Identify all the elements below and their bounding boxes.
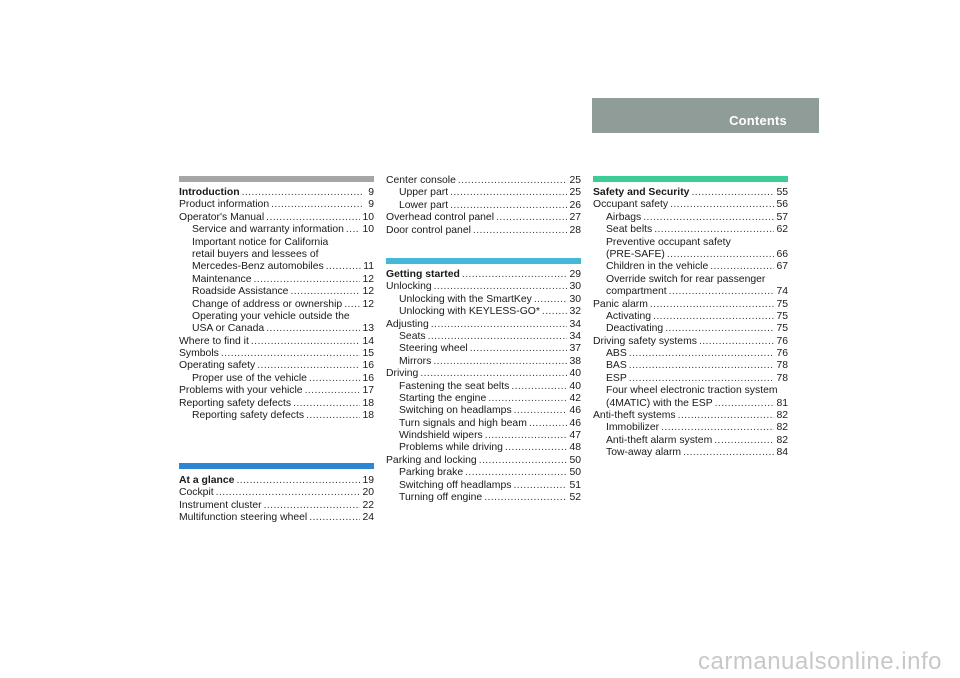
toc-page-number: 84 — [776, 447, 788, 459]
toc-dot-leader — [513, 480, 567, 492]
toc-page-number: 25 — [569, 175, 581, 186]
toc-entry-title: Getting started — [386, 269, 460, 280]
toc-entry[interactable] — [593, 447, 788, 459]
toc-entry-title: Windshield wipers — [399, 430, 483, 442]
toc-page-number: 30 — [569, 281, 581, 293]
toc-dot-leader — [667, 249, 775, 261]
toc-entry[interactable] — [179, 360, 374, 372]
toc-dot-leader — [650, 299, 775, 311]
toc-entry-title: Symbols — [179, 348, 219, 360]
toc-entry[interactable] — [179, 274, 374, 286]
toc-entry[interactable] — [386, 200, 581, 212]
toc-page-number: 20 — [362, 487, 374, 499]
toc-entry[interactable] — [386, 430, 581, 442]
toc-dot-leader — [257, 360, 360, 372]
toc-dot-leader — [309, 373, 360, 385]
toc-section-heading[interactable] — [386, 269, 581, 281]
toc-entry-title: Turning off engine — [399, 492, 483, 504]
toc-dot-leader — [450, 200, 567, 212]
toc-entry-title: BAS — [606, 360, 627, 372]
toc-dot-leader — [653, 311, 774, 323]
toc-entry-title: Children in the vehicle — [606, 261, 709, 273]
toc-entry[interactable] — [179, 512, 374, 524]
toc-entry-title: Overhead control panel — [386, 212, 495, 224]
toc-dot-leader — [710, 261, 774, 273]
toc-entry[interactable] — [593, 373, 788, 385]
toc-page-number: 82 — [776, 422, 788, 434]
toc-entry[interactable] — [593, 261, 788, 273]
toc-page-number: 34 — [569, 318, 581, 330]
toc-entry[interactable] — [593, 286, 788, 298]
toc-page-number: 55 — [776, 187, 788, 198]
toc-entry-title: Important notice for California — [192, 236, 329, 248]
toc-entry[interactable] — [386, 281, 581, 293]
toc-dot-leader — [470, 343, 568, 355]
toc-page-number: 34 — [569, 330, 581, 342]
toc-dot-leader — [629, 360, 775, 372]
toc-entry[interactable] — [593, 435, 788, 447]
toc-entry[interactable] — [386, 356, 581, 368]
toc-page-number: 24 — [362, 512, 374, 524]
toc-entry[interactable] — [593, 348, 788, 360]
toc-page-number: 78 — [776, 372, 788, 384]
toc-dot-leader — [654, 224, 774, 236]
toc-entry-title: Product information — [179, 199, 270, 211]
toc-introduction — [179, 187, 374, 422]
toc-entry[interactable] — [386, 381, 581, 393]
toc-page-number: 75 — [776, 323, 788, 335]
toc-page-number: 32 — [569, 306, 581, 318]
toc-entry[interactable] — [179, 373, 374, 385]
toc-entry-title: Activating — [606, 310, 652, 322]
toc-entry[interactable] — [179, 487, 374, 499]
toc-entry-title: Driving — [386, 368, 419, 380]
toc-entry-title: Operating your vehicle outside the — [192, 310, 350, 322]
toc-dot-leader — [306, 410, 360, 422]
toc-entry[interactable] — [179, 336, 374, 348]
toc-page-number: 22 — [362, 499, 374, 511]
toc-entry-title: Four wheel electronic traction system — [606, 385, 778, 397]
contents-header — [592, 98, 819, 133]
toc-dot-leader — [534, 294, 568, 306]
toc-entry-title: Parking and locking — [386, 454, 477, 466]
toc-page-number: 14 — [362, 335, 374, 347]
toc-page-number: 28 — [569, 224, 581, 236]
toc-dot-leader — [629, 373, 775, 385]
toc-entry-title: retail buyers and lessees of — [192, 248, 319, 260]
toc-entry-title: Multifunction steering wheel — [179, 512, 308, 524]
toc-page-number: 37 — [569, 343, 581, 355]
toc-entry — [179, 311, 374, 323]
toc-dot-leader — [643, 212, 774, 224]
toc-dot-leader — [266, 323, 360, 335]
toc-entry[interactable] — [593, 410, 788, 422]
toc-dot-leader — [420, 368, 567, 380]
toc-entry[interactable] — [179, 348, 374, 360]
toc-entry[interactable] — [386, 331, 581, 343]
toc-dot-leader — [433, 356, 567, 368]
toc-entry-title: Seat belts — [606, 224, 653, 236]
toc-dot-leader — [661, 422, 774, 434]
toc-entry[interactable] — [386, 418, 581, 430]
toc-dot-leader — [326, 261, 362, 273]
toc-dot-leader — [678, 410, 775, 422]
toc-entry[interactable] — [386, 480, 581, 492]
toc-entry[interactable] — [386, 319, 581, 331]
toc-page-number: 29 — [569, 269, 581, 280]
toc-entry-title: Door control panel — [386, 224, 471, 236]
toc-section-heading[interactable] — [179, 475, 374, 487]
toc-dot-leader — [714, 435, 774, 447]
toc-entry[interactable] — [593, 224, 788, 236]
toc-entry-title: Driving safety systems — [593, 335, 697, 347]
toc-dot-leader — [465, 467, 567, 479]
toc-entry[interactable] — [593, 311, 788, 323]
toc-entry-title: Maintenance — [192, 273, 252, 285]
toc-entry[interactable] — [386, 343, 581, 355]
toc-dot-leader — [305, 385, 361, 397]
toc-entry-title: Starting the engine — [399, 392, 487, 404]
toc-entry-title: Reporting safety defects — [179, 397, 292, 409]
toc-entry-title: Fastening the seat belts — [399, 380, 510, 392]
toc-page-number: 16 — [362, 360, 374, 372]
toc-entry-title: Problems with your vehicle — [179, 385, 303, 397]
toc-page-number: 10 — [362, 211, 374, 223]
toc-dot-leader — [462, 269, 568, 281]
toc-entry[interactable] — [386, 368, 581, 380]
toc-dot-leader — [473, 225, 568, 237]
toc-page-number: 12 — [362, 298, 374, 310]
toc-entry-title: Anti-theft alarm system — [606, 434, 713, 446]
toc-entry[interactable] — [179, 410, 374, 422]
toc-entry[interactable] — [179, 212, 374, 224]
toc-page-number: 82 — [776, 410, 788, 422]
getting-started-bar — [386, 258, 581, 264]
toc-page-number: 46 — [569, 417, 581, 429]
toc-dot-leader — [431, 319, 568, 331]
toc-entry-title: Reporting safety defects — [192, 410, 305, 422]
toc-entry-title: Change of address or ownership — [192, 298, 343, 310]
toc-entry[interactable] — [386, 294, 581, 306]
toc-entry-title: Switching off headlamps — [399, 479, 512, 491]
toc-dot-leader — [479, 455, 568, 467]
toc-section-heading[interactable] — [593, 187, 788, 199]
toc-entry-title: Tow-away alarm — [606, 447, 682, 459]
toc-entry-title: Roadside Assistance — [192, 286, 289, 298]
toc-dot-leader — [484, 492, 567, 504]
toc-entry-title: Unlocking — [386, 281, 432, 293]
toc-dot-leader — [665, 323, 774, 335]
toc-dot-leader — [505, 442, 567, 454]
toc-entry-title: (PRE-SAFE) — [606, 248, 665, 260]
toc-entry-title: Unlocking with the SmartKey — [399, 293, 532, 305]
toc-entry[interactable] — [593, 212, 788, 224]
toc-entry[interactable] — [386, 212, 581, 224]
toc-dot-leader — [669, 286, 775, 298]
toc-entry[interactable] — [179, 261, 374, 273]
toc-dot-leader — [428, 331, 568, 343]
toc-dot-leader — [434, 281, 568, 293]
toc-entry-title: Adjusting — [386, 318, 429, 330]
toc-page-number: 66 — [776, 248, 788, 260]
toc-dot-leader — [290, 286, 360, 298]
toc-page-number: 50 — [569, 454, 581, 466]
toc-page-number: 13 — [362, 323, 374, 335]
toc-dot-leader — [251, 336, 361, 348]
toc-page-number: 27 — [569, 212, 581, 224]
toc-dot-leader — [629, 348, 775, 360]
toc-page-number: 18 — [362, 397, 374, 409]
toc-page-number: 30 — [569, 293, 581, 305]
toc-dot-leader — [450, 187, 567, 199]
toc-page-number: 9 — [368, 199, 374, 211]
toc-entry[interactable] — [179, 224, 374, 236]
toc-entry-title: Service and warranty information — [192, 224, 344, 236]
toc-section-heading[interactable] — [179, 187, 374, 199]
toc-entry-title: Instrument cluster — [179, 499, 262, 511]
toc-entry[interactable] — [386, 393, 581, 405]
toc-page-number: 17 — [362, 385, 374, 397]
toc-entry[interactable] — [179, 323, 374, 335]
toc-page-number: 82 — [776, 434, 788, 446]
toc-entry[interactable] — [386, 442, 581, 454]
toc-entry[interactable] — [386, 467, 581, 479]
toc-page-number: 9 — [368, 187, 374, 198]
toc-entry-title: Immobilizer — [606, 422, 660, 434]
toc-entry[interactable] — [593, 299, 788, 311]
toc-page-number: 40 — [569, 368, 581, 380]
toc-entry[interactable] — [386, 175, 581, 187]
toc-entry-title: Cockpit — [179, 487, 214, 499]
toc-getting-started — [386, 269, 581, 504]
safety-bar — [593, 176, 788, 182]
toc-entry[interactable] — [593, 360, 788, 372]
toc-entry-title: Unlocking with KEYLESS-GO* — [399, 306, 540, 318]
toc-continuation — [386, 175, 581, 237]
toc-entry — [593, 274, 788, 286]
toc-entry[interactable] — [386, 187, 581, 199]
toc-entry-title: Override switch for rear passenger — [606, 273, 766, 285]
toc-entry[interactable] — [179, 299, 374, 311]
toc-entry-title: ABS — [606, 348, 627, 360]
toc-dot-leader — [691, 187, 774, 199]
toc-page-number: 56 — [776, 199, 788, 211]
toc-entry[interactable] — [593, 422, 788, 434]
toc-entry-title: Lower part — [399, 199, 449, 211]
toc-page-number: 52 — [569, 492, 581, 504]
toc-page-number: 76 — [776, 348, 788, 360]
toc-dot-leader — [266, 212, 360, 224]
toc-entry[interactable] — [593, 249, 788, 261]
toc-entry[interactable] — [386, 225, 581, 237]
toc-entry — [593, 385, 788, 397]
toc-page-number: 47 — [569, 430, 581, 442]
toc-dot-leader — [514, 405, 568, 417]
toc-entry-title: Airbags — [606, 211, 642, 223]
toc-page-number: 25 — [569, 187, 581, 199]
toc-dot-leader — [715, 398, 775, 410]
toc-entry-title: Deactivating — [606, 323, 664, 335]
toc-dot-leader — [542, 306, 568, 318]
toc-entry-title: At a glance — [179, 475, 235, 486]
toc-entry[interactable] — [179, 500, 374, 512]
toc-entry-title: Proper use of the vehicle — [192, 372, 307, 384]
toc-page-number: 15 — [362, 348, 374, 360]
toc-page-number: 42 — [569, 392, 581, 404]
toc-entry-title: (4MATIC) with the ESP — [606, 397, 713, 409]
toc-page-number: 48 — [569, 442, 581, 454]
toc-dot-leader — [242, 187, 362, 199]
toc-page-number: 81 — [776, 397, 788, 409]
toc-entry[interactable] — [179, 286, 374, 298]
toc-dot-leader — [496, 212, 567, 224]
toc-page-number: 57 — [776, 211, 788, 223]
toc-entry-title: Problems while driving — [399, 442, 503, 454]
toc-entry[interactable] — [593, 199, 788, 211]
toc-page-number: 46 — [569, 405, 581, 417]
toc-dot-leader — [254, 274, 361, 286]
toc-entry-title: Occupant safety — [593, 199, 669, 211]
toc-at-a-glance — [179, 475, 374, 525]
toc-entry-title: Operating safety — [179, 360, 256, 372]
contents-title: Contents — [729, 113, 787, 128]
toc-page-number: 40 — [569, 380, 581, 392]
toc-dot-leader — [271, 199, 362, 211]
toc-dot-leader — [699, 336, 775, 348]
toc-entry[interactable] — [386, 405, 581, 417]
toc-entry-title: Preventive occupant safety — [606, 236, 731, 248]
toc-entry-title: Introduction — [179, 187, 240, 198]
toc-entry — [179, 249, 374, 261]
toc-entry-title: Mirrors — [399, 355, 432, 367]
toc-page-number: 51 — [569, 479, 581, 491]
toc-entry-title: USA or Canada — [192, 323, 265, 335]
toc-page-number: 38 — [569, 355, 581, 367]
toc-dot-leader — [511, 381, 567, 393]
toc-entry-title: Mercedes-Benz automobiles — [192, 261, 324, 273]
toc-page-number: 75 — [776, 310, 788, 322]
toc-entry — [179, 237, 374, 249]
toc-entry-title: Switching on headlamps — [399, 405, 512, 417]
introduction-bar — [179, 176, 374, 182]
toc-entry[interactable] — [386, 492, 581, 504]
toc-page-number: 12 — [362, 273, 374, 285]
toc-entry[interactable] — [593, 336, 788, 348]
toc-page-number: 11 — [363, 261, 374, 273]
toc-dot-leader — [344, 299, 360, 311]
toc-page-number: 16 — [362, 372, 374, 384]
toc-page-number: 62 — [776, 224, 788, 236]
toc-entry-title: Parking brake — [399, 467, 464, 479]
toc-page-number: 18 — [362, 410, 374, 422]
toc-page-number: 12 — [362, 286, 374, 298]
toc-dot-leader — [264, 500, 361, 512]
toc-dot-leader — [683, 447, 774, 459]
toc-entry[interactable] — [179, 398, 374, 410]
toc-dot-leader — [529, 418, 568, 430]
toc-entry[interactable] — [593, 323, 788, 335]
toc-dot-leader — [309, 512, 360, 524]
toc-page-number: 74 — [776, 286, 788, 298]
at-a-glance-bar — [179, 463, 374, 469]
toc-entry[interactable] — [386, 306, 581, 318]
toc-entry-title: Turn signals and high beam — [399, 417, 527, 429]
toc-page-number: 76 — [776, 335, 788, 347]
watermark-text: carmanualsonline.info — [698, 648, 942, 675]
toc-entry[interactable] — [386, 455, 581, 467]
toc-entry-title: Center console — [386, 175, 456, 186]
toc-entry-title: Operator's Manual — [179, 211, 265, 223]
toc-page-number: 19 — [362, 475, 374, 486]
toc-entry[interactable] — [179, 199, 374, 211]
toc-page-number: 67 — [776, 261, 788, 273]
toc-page-number: 26 — [569, 199, 581, 211]
toc-page-number: 75 — [776, 298, 788, 310]
toc-entry-title: ESP — [606, 372, 627, 384]
toc-dot-leader — [293, 398, 360, 410]
toc-dot-leader — [458, 175, 568, 187]
toc-entry — [593, 237, 788, 249]
toc-dot-leader — [216, 487, 361, 499]
toc-dot-leader — [346, 224, 361, 236]
toc-entry[interactable] — [593, 398, 788, 410]
toc-page-number: 50 — [569, 467, 581, 479]
toc-entry-title: compartment — [606, 286, 667, 298]
toc-dot-leader — [236, 475, 360, 487]
toc-dot-leader — [221, 348, 361, 360]
toc-dot-leader — [488, 393, 567, 405]
toc-page-number: 78 — [776, 360, 788, 372]
toc-entry-title: Seats — [399, 330, 426, 342]
toc-dot-leader — [485, 430, 568, 442]
toc-entry-title: Where to find it — [179, 335, 249, 347]
toc-dot-leader — [670, 199, 774, 211]
toc-entry-title: Steering wheel — [399, 343, 468, 355]
toc-entry-title: Anti-theft systems — [593, 410, 676, 422]
toc-entry[interactable] — [179, 385, 374, 397]
toc-entry-title: Upper part — [399, 187, 449, 199]
toc-page-number: 10 — [362, 224, 374, 236]
toc-entry-title: Safety and Security — [593, 187, 690, 198]
toc-entry-title: Panic alarm — [593, 298, 648, 310]
toc-safety — [593, 187, 788, 460]
